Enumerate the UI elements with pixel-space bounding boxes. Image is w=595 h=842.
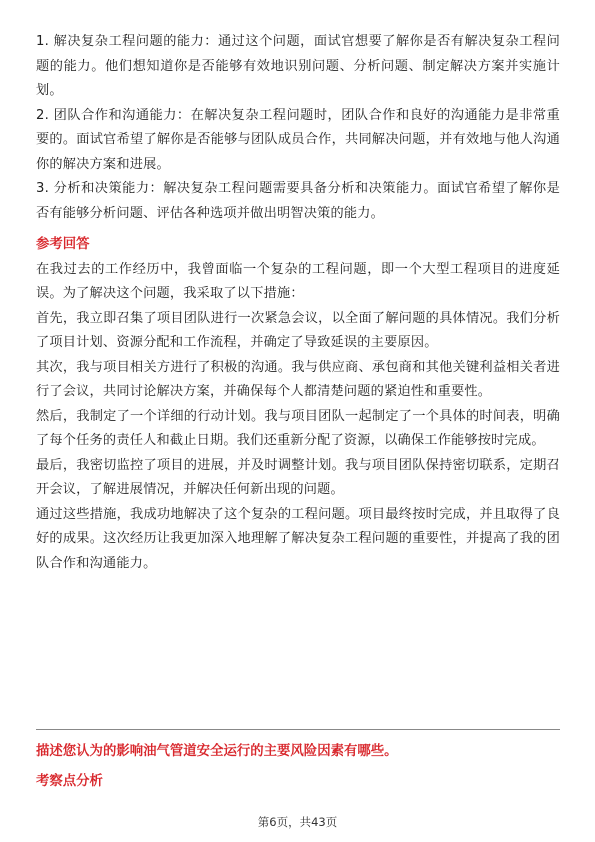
answer-conclusion: 通过这些措施，我成功地解决了这个复杂的工程问题。项目最终按时完成，并且取得了良好的成果。这次经历让我更加深入地理解了解决复杂工程问题的重要性，并提高了我的团队合作和沟通能力。	[36, 506, 560, 571]
answer-intro: 在我过去的工作经历中，我曾面临一个复杂的工程问题，即一个大型工程项目的进度延误。为了解决这个问题，我采取了以下措施：	[36, 261, 560, 301]
point-1: 1. 解决复杂工程问题的能力：通过这个问题，面试官想要了解你是否有解决复杂工程问题的能力。他们想知道你是否能够有效地识别问题、分析问题、制定解决方案并实施计划。	[36, 34, 560, 98]
answer-step-second: 其次，我与项目相关方进行了积极的沟通。我与供应商、承包商和其他关键利益相关者进行了会议，共同讨论解决方案，并确保每个人都清楚问题的紧迫性和重要性。	[36, 359, 560, 399]
analysis-heading: 考察点分析	[36, 774, 103, 789]
answer-step-first: 首先，我立即召集了项目团队进行一次紧急会议，以全面了解问题的具体情况。我们分析了项目计划、资源分配和工作流程，并确定了导致延误的主要原因。	[36, 310, 560, 350]
point-3: 3. 分析和决策能力：解决复杂工程问题需要具备分析和决策能力。面试官希望了解你是否有能够分析问题、评估各种选项并做出明智决策的能力。	[36, 181, 560, 221]
point-2: 2. 团队合作和沟通能力：在解决复杂工程问题时，团队合作和良好的沟通能力是非常重要的。面试官希望了解你是否能够与团队成员合作，共同解决问题，并有效地与他人沟通你的解决方案和进展。	[36, 107, 560, 172]
page-footer: 第6页，共43页	[257, 815, 338, 829]
next-question-title: 描述您认为的影响油气管道安全运行的主要风险因素有哪些。	[36, 744, 398, 759]
answer-step-last: 最后，我密切监控了项目的进展，并及时调整计划。我与项目团队保持密切联系，定期召开会议，了解进展情况，并解决任何新出现的问题。	[36, 457, 560, 497]
page-content	[36, 30, 560, 576]
reference-answer-heading: 参考回答	[36, 237, 90, 252]
answer-step-then: 然后，我制定了一个详细的行动计划。我与项目团队一起制定了一个具体的时间表，明确了每个任务的责任人和截止日期。我们还重新分配了资源，以确保工作能够按时完成。	[36, 408, 560, 448]
section-divider	[36, 729, 560, 730]
